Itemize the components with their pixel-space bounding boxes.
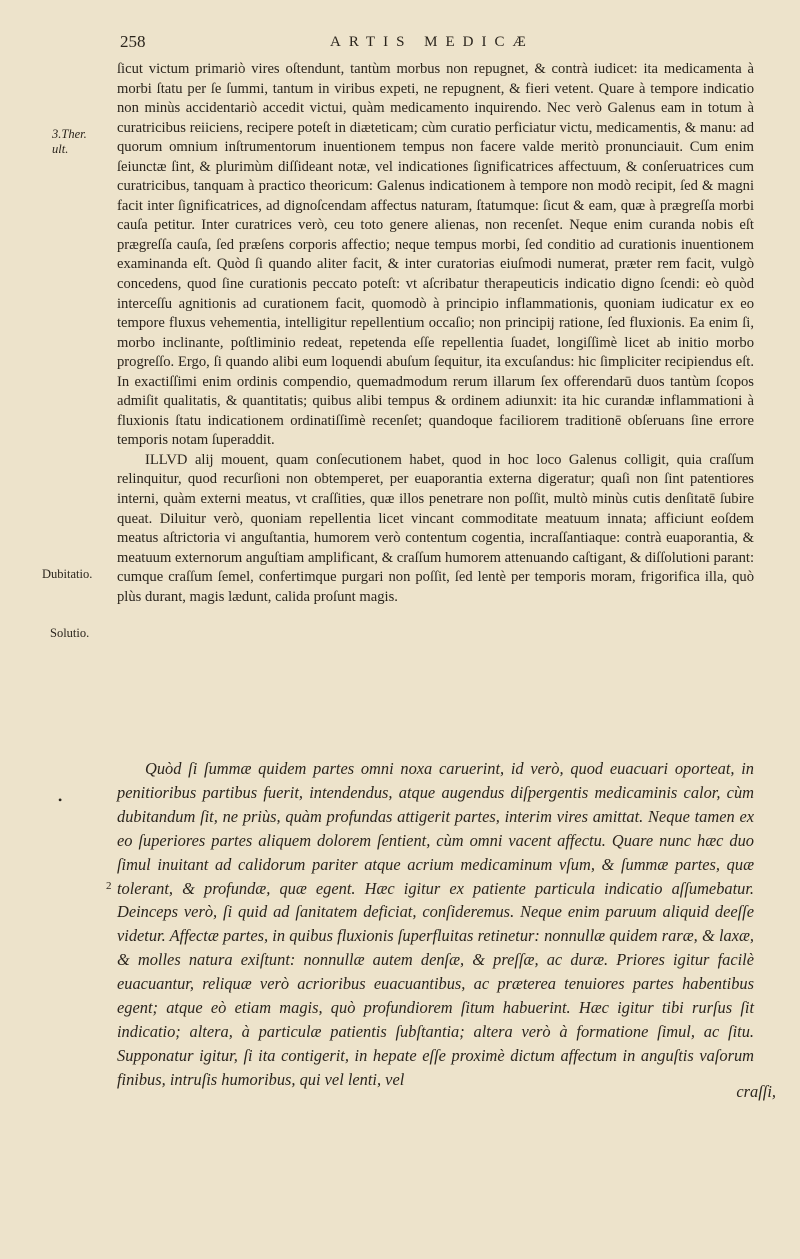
galen-quotation xyxy=(117,757,754,1092)
quotation-paragraph: Quòd ſi ſummæ quidem partes omni noxa caruerint, id verò, quod euacuari oporteat, in penitioribus partibus fuerit, intendendus, atque augendus diſpergentis medicaminis calor, cùm dubitandum ſit, ne priùs, quàm profundas attigerit partes, interim vires amittat. Neque tamen ex eo ſuperiores partes aliquem dolorem ſentient, cùm omni vacent affectu. Quare nunc hæc duo ſimul inuitant ad calidorum pariter atque acrium medicaminum vſum, & ſummæ partes, quæ tolerant, & profundæ, quæ egent. Hæc igitur ex patiente particula indicatio aſſumebatur. Deinceps verò, ſi quid ad ſanitatem deficiat, conſideremus. Neque enim paruum aliquid deeſſe videtur. Affectæ partes, in quibus fluxionis ſuperfluitas retinetur: nonnullæ quidem raræ, & laxæ, & molles natura exiſtunt: nonnullæ autem denſæ, & preſſæ, ac duræ. Priores igitur facilè euacuantur, reliquæ verò acrioribus euacuantibus, ac præterea tenuiores partes habentibus egent; atque eò etiam magis, quò profundiorem ſitum habuerint. Hæc igitur tibi rurſus ſit indicatio; altera, à particulæ patientis ſubſtantia; altera verò à formatione ſimul, ac ſitu. Supponatur igitur, ſi ita contigerit, in hepate eſſe proximè dictum affectum in anguſtis vaſorum finibus, intruſis humoribus, qui vel lenti, vel xyxy=(117,759,754,1089)
page-number: 258 xyxy=(120,32,146,51)
margin-note-dubitatio: Dubitatio. xyxy=(42,567,93,581)
commentary-paragraph-2: ILLVD alij mouent, quam conſecutionem habet, quod in hoc loco Galenus colligit, quia craſſum relinquitur, quod recurſioni non obtemperet, per euaporantia externa digeratur; quaſi non ſint patentiores interni, quàm externi meatus, vt craſſities, quæ illos penetrare non poſſit, multò minùs cutis denſitatē ſubire queat. Diluitur verò, quoniam repellentia licet vincant commoditate meatuum innata; afficiunt eoſdem meatus aſtrictoria vi anguſtantia, humorem verò contentum cogentia, incraſſantiaque: contrà euaporantia, & meatuum externorum anguſtiam amplificant, & craſſum humorem attenuando caſtigant, & diſſolutioni parant: cumque craſſum ſemel, confertimque purgari non poſſit, ſed lentè per temporis moram, frigorifica illa, quò plùs durant, magis lædunt, calida proſunt magis. xyxy=(117,451,754,605)
running-title: ARTIS MEDICÆ xyxy=(330,34,534,50)
commentary-text xyxy=(117,60,754,607)
margin-bullet: • xyxy=(58,793,63,807)
catchword: craſſi, xyxy=(736,1082,776,1101)
margin-note-solutio: Solutio. xyxy=(50,626,90,640)
page-header xyxy=(120,32,770,56)
commentary-paragraph-1: ſicut victum primariò vires oſtendunt, tantùm morbus non repugnet, & contrà iudicet: ita medicamenta à morbi ſtatu per ſe ſummi, tantum in viribus expeti, ne repugnent, & fieri vetent. Quare à tempore indicatio non minùs accidentariò accedit victui, quàm medicamento inquirendo. Nec verò Galenus eam in totum à curatricibus reiiciens, recipere poteſt in diæteticam; cùm curatio perficiatur victu, medicamentis, & manu: ad quorum omnium inſtrumentorum inuentionem tempus non facere valde meritò pronunciauit. Cum enim ſeiunctæ ſint, & plurimùm diſſideant notæ, vel indicationes ſignificatrices affectuum, & conſeruatrices cum curatricibus, tanquam à practico theoricum: Galenus indicationem à tempore non modò recipit, ſed & magni facit inter ſignificatrices, ad dignoſcendam affectus naturam, ſtatumque: ſicut & eam, quæ à prægreſſa morbi cauſa petitur. Inter curatrices verò, ceu toto genere alienas, non recenſet. Neque enim curanda nobis eſt prægreſſa cauſa, ſed præſens corporis affectio; neque tempus morbi, ſed conditio ad curationis inuentionem examinanda eſt. Quòd ſi quando aliter facit, & inter curatorias eiuſmodi numerat, præter rem facit, vulgò concedens, quod ſine curationis peccato poteſt: vt aſcribatur therapeuticis indicatio digno ſcendi: eò quòd interceſſu agnitionis ad curationem facit, quomodò à principio inflammationis, quoniam iudicatur ex eo tempore fluxus vehementia, intelligitur repellentium occaſio; non principij ratione, ſed fluxionis. Ea enim ſi, morbo inclinante, poſtliminio redeat, repetenda eſſe repellentia ſuadet, longiſſimè licet ab initio morbo progreſſo. Ergo, ſi quando alibi eum loquendi abuſum ſequitur, ita excuſandus: hic ſimpliciter recipiendus eſt. In exactiſſimi enim ordinis compendio, quemadmodum rerum illarum ſex offerendarū duos tantùm ſcopos admiſit qualitatis, & quantitatis; quibus alibi tempus & ordinem adiunxit: ita hic curandæ inflammationi à fluxionis ſtatu indicationem ordinatiſſimè recenſet; quandoque faciliorem traditionē obſeruans ſine errore temporis notam ſuperaddit. xyxy=(117,61,754,449)
margin-note-reference-line1: 3.Ther. xyxy=(52,127,87,141)
margin-note-reference xyxy=(52,127,87,157)
footnote-mark: 2 xyxy=(106,880,112,892)
margin-note-reference-line2: ult. xyxy=(52,142,69,156)
